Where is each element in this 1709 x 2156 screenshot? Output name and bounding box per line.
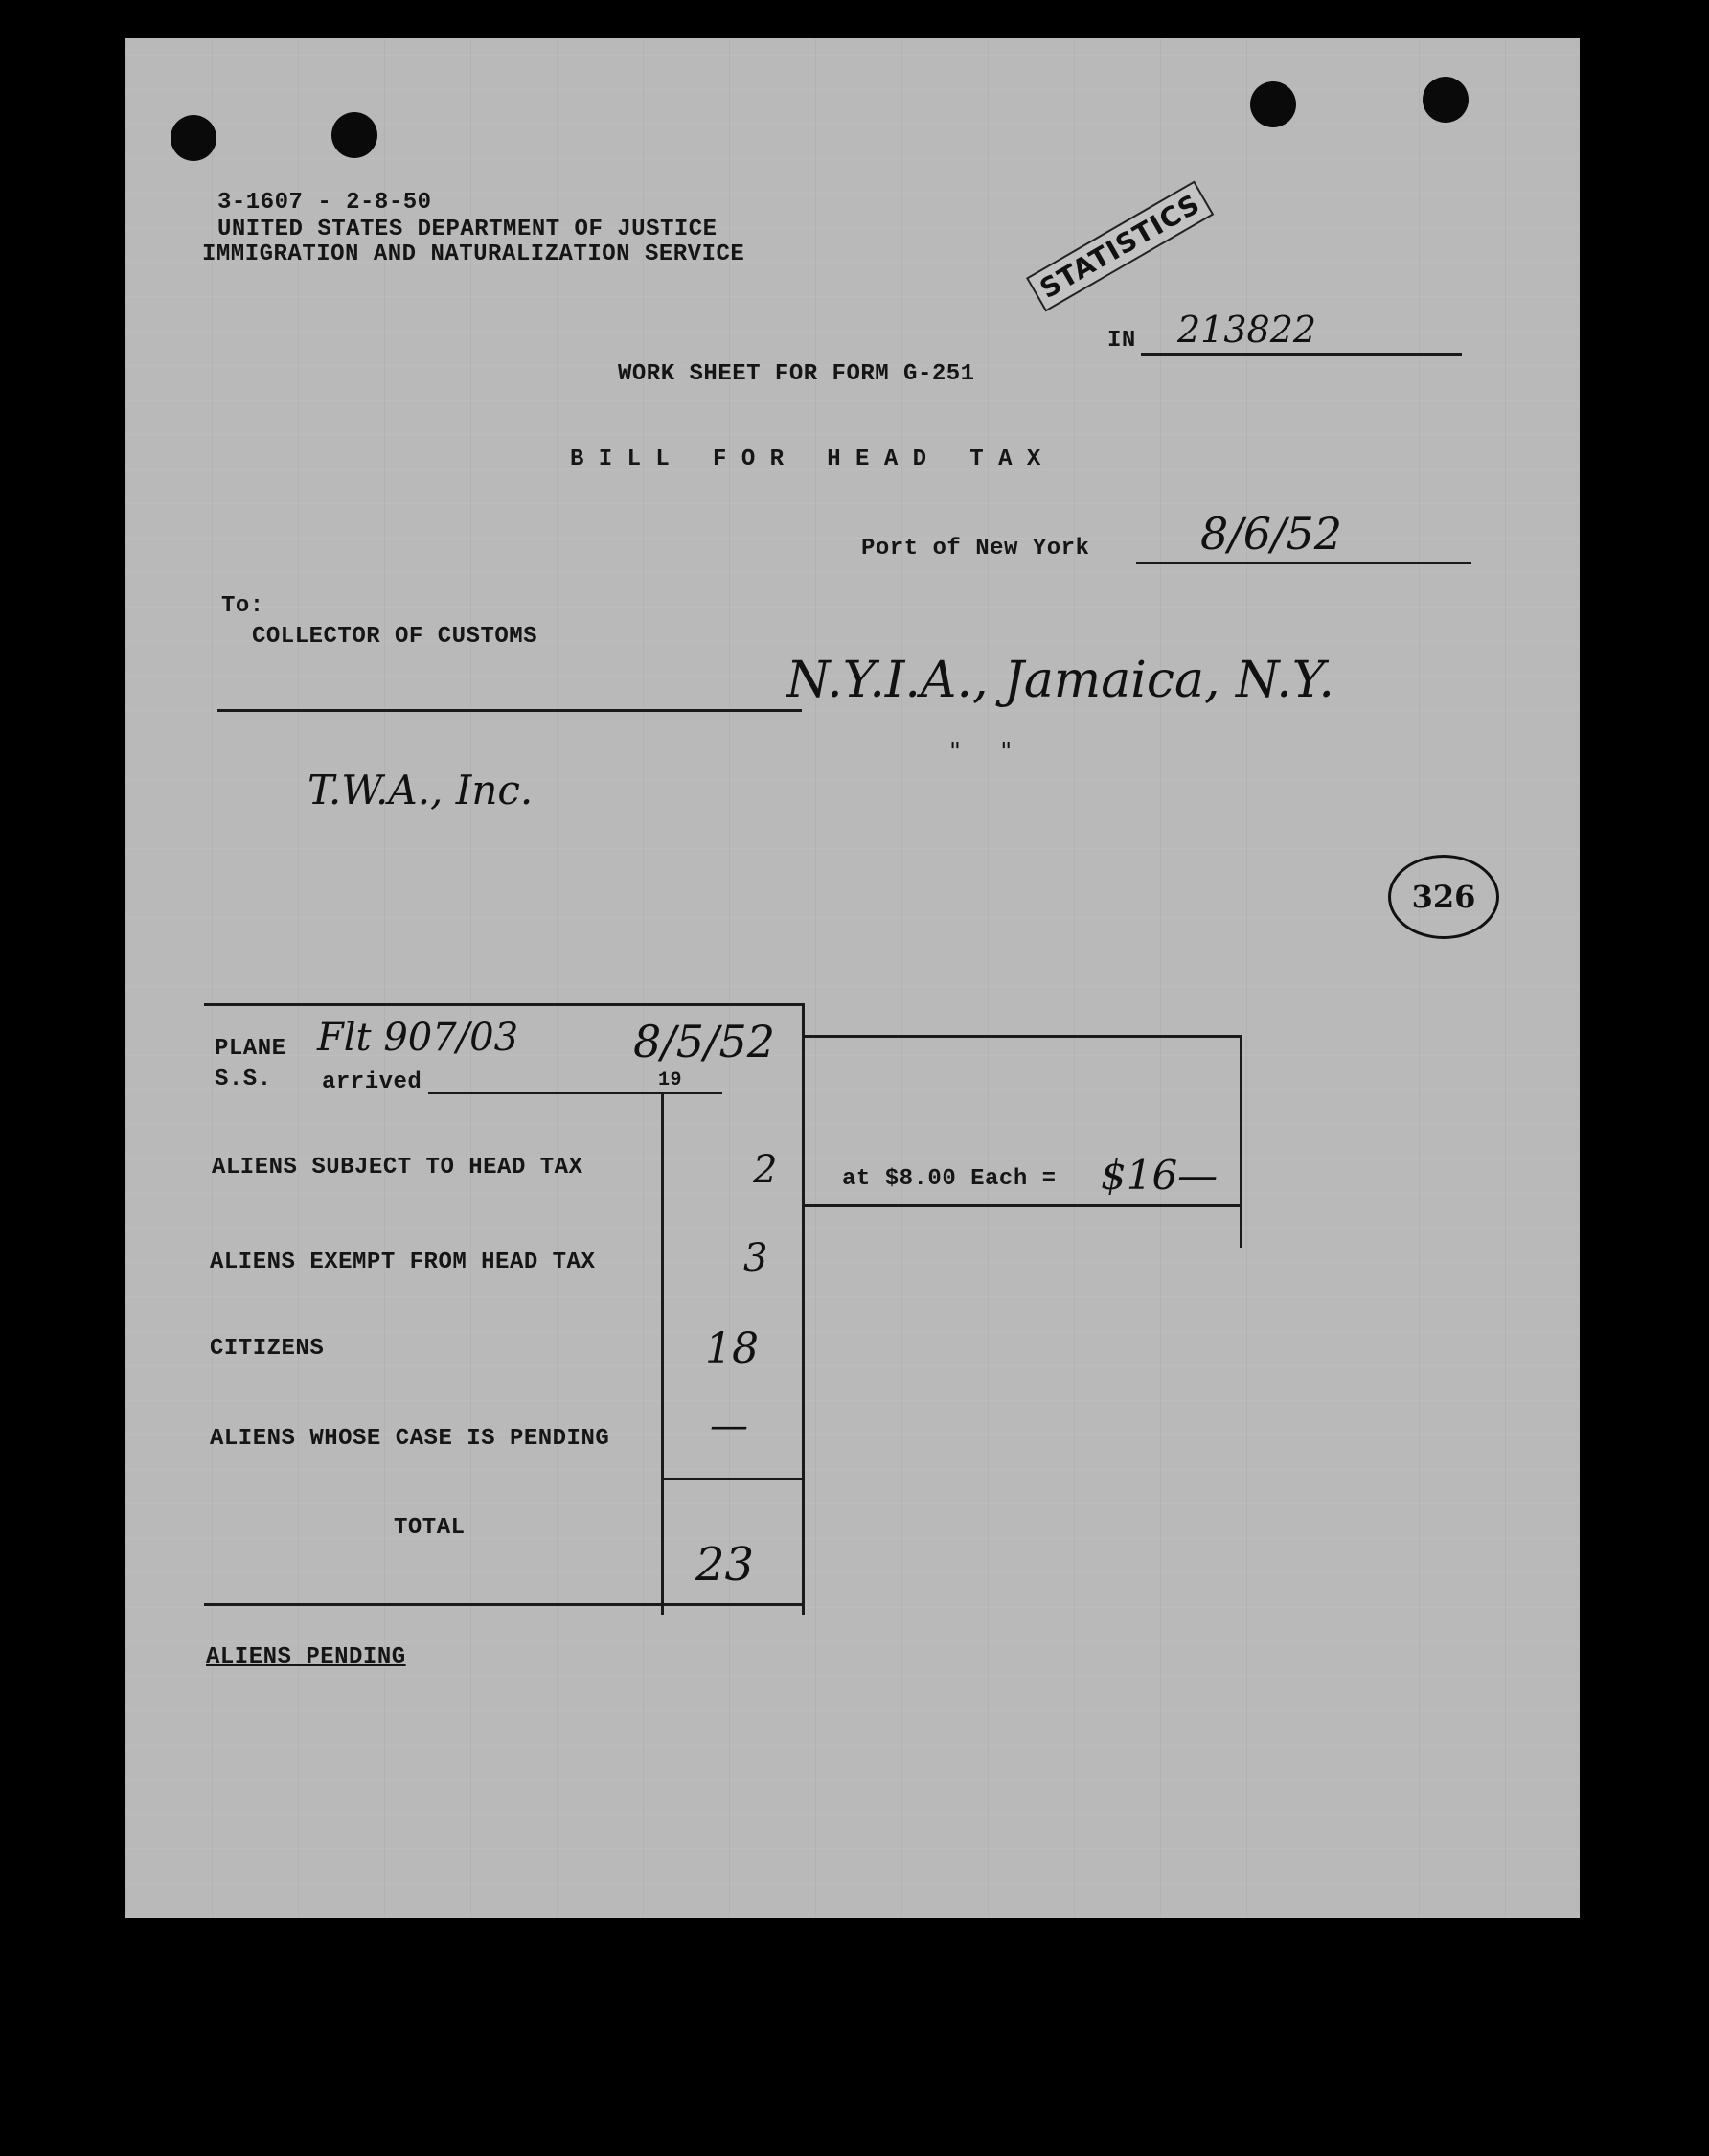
- punch-hole: [1250, 81, 1296, 127]
- flight-number: Flt 907/03: [317, 1016, 519, 1060]
- bill-title: B I L L F O R H E A D T A X: [570, 447, 1041, 472]
- circled-number: 326: [1388, 855, 1499, 939]
- punch-hole: [331, 112, 377, 158]
- row-value-subject: 2: [753, 1148, 778, 1192]
- tax-box-right: [1240, 1035, 1242, 1248]
- tax-rate-text: at $8.00 Each =: [842, 1166, 1057, 1192]
- port-label: Port of New York: [861, 536, 1090, 562]
- punch-hole: [171, 115, 216, 161]
- to-location: N.Y.I.A., Jamaica, N.Y.: [786, 652, 1334, 709]
- table-value-divider: [661, 1092, 664, 1615]
- plane-label: PLANE: [215, 1036, 286, 1062]
- row-value-pending: —: [710, 1404, 748, 1448]
- aliens-pending-label: ALIENS PENDING: [206, 1644, 406, 1670]
- arrived-underline: [428, 1092, 663, 1094]
- tax-amount: $16—: [1101, 1152, 1219, 1199]
- row-label-subject: ALIENS SUBJECT TO HEAD TAX: [212, 1155, 583, 1181]
- year-prefix: 19: [658, 1069, 683, 1091]
- table-right-border: [802, 1003, 805, 1615]
- ss-label: S.S.: [215, 1067, 272, 1092]
- to-underline: [217, 709, 802, 712]
- department-name: UNITED STATES DEPARTMENT OF JUSTICE: [217, 217, 718, 242]
- to-recipient: COLLECTOR OF CUSTOMS: [252, 624, 538, 650]
- tax-box-bottom: [802, 1204, 1242, 1207]
- row-label-pending: ALIENS WHOSE CASE IS PENDING: [210, 1426, 610, 1452]
- carrier-name: T.W.A., Inc.: [308, 767, 534, 814]
- row-label-citizens: CITIZENS: [210, 1336, 325, 1362]
- total-divider: [661, 1478, 805, 1480]
- worksheet-title: WORK SHEET FOR FORM G-251: [618, 361, 975, 387]
- row-value-exempt: 3: [743, 1236, 768, 1280]
- punch-hole: [1423, 77, 1469, 123]
- service-name: IMMIGRATION AND NATURALIZATION SERVICE: [202, 241, 745, 267]
- table-top-rule: [204, 1003, 804, 1006]
- tax-box-top: [802, 1035, 1242, 1038]
- total-label: TOTAL: [394, 1515, 466, 1541]
- statistics-stamp: STATISTICS: [1026, 180, 1214, 311]
- in-number: 213822: [1177, 309, 1317, 351]
- arrived-label: arrived: [322, 1069, 422, 1095]
- arrival-date: 8/5/52: [633, 1016, 776, 1067]
- document-page: [125, 38, 1580, 1918]
- form-number: 3-1607 - 2-8-50: [217, 190, 432, 216]
- ditto-marks: " ": [949, 738, 1013, 767]
- to-label: To:: [221, 593, 264, 619]
- in-label: IN: [1107, 328, 1136, 354]
- year-underline: [655, 1092, 722, 1094]
- in-number-underline: [1141, 353, 1462, 356]
- table-bottom-rule: [204, 1603, 804, 1606]
- port-date: 8/6/52: [1200, 508, 1343, 560]
- row-label-exempt: ALIENS EXEMPT FROM HEAD TAX: [210, 1250, 596, 1275]
- total-value: 23: [695, 1538, 755, 1592]
- row-value-citizens: 18: [705, 1324, 759, 1373]
- port-date-underline: [1136, 562, 1471, 564]
